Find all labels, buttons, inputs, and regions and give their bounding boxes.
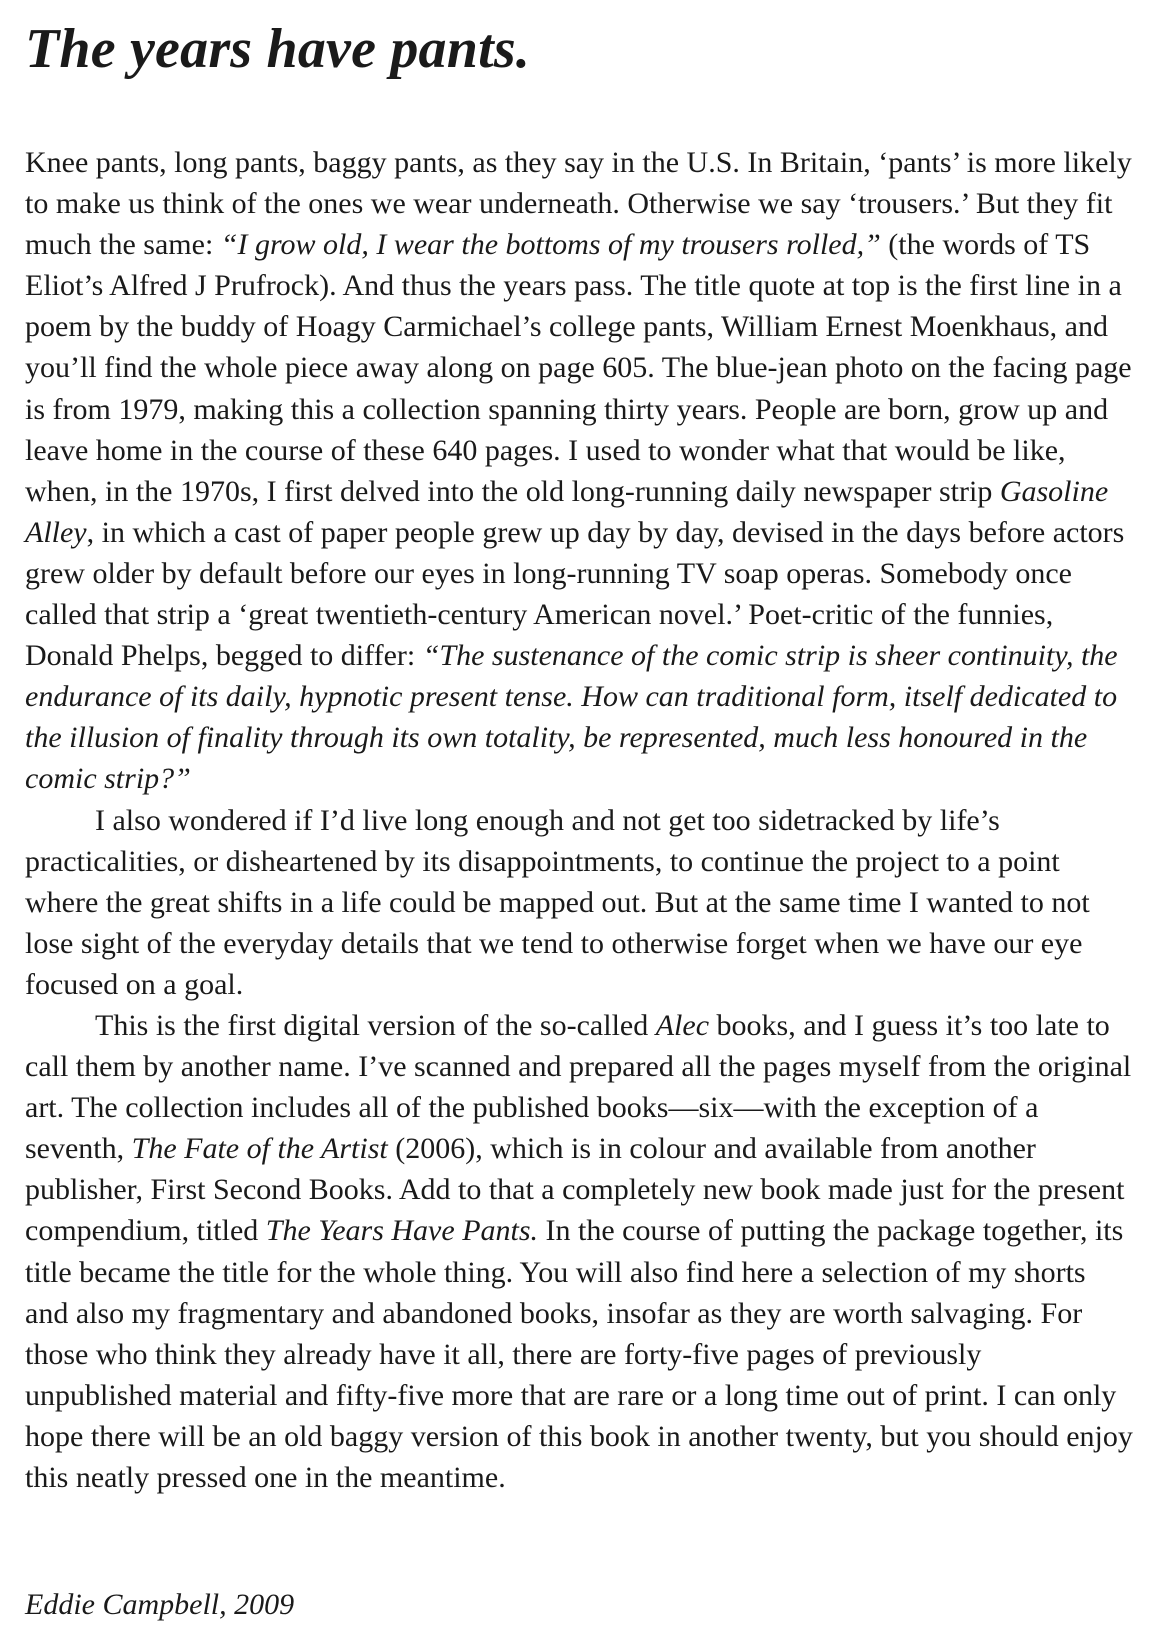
text-run: In the course of putting the package together, its title became the title for the whole thing. You will also find here a selection of my shorts and also my fragmentary and abandoned books, insofar as they are worth salvaging. For those who think they already have it all, there are forty-five pages of previously unpublished material and fifty-five more that are rare or a long time out of print. I can only hope there will be an old baggy version of this book in another twenty, but you should enjoy this neatly pressed one in the meantime. — [25, 1214, 1133, 1494]
paragraph-3 — [25, 1005, 1135, 1498]
text-run-italic: The Fate of the Artist — [131, 1132, 388, 1166]
text-run-italic: Gasoline Alley — [25, 474, 1109, 549]
paragraph-2 — [25, 800, 1135, 1005]
text-run: , in which a cast of paper people grew up day by day, devised in the days before actors grew older by default before our eyes in long-running TV soap operas. Somebody once called that strip a ‘great twentieth-century American novel.’ Poet-critic of the funnies, Donald Phelps, begged to differ: — [25, 515, 1125, 673]
article-body — [25, 142, 1135, 1498]
text-run: This is the first digital version of the so-called — [95, 1008, 656, 1042]
text-run-italic: The Years Have Pants. — [265, 1214, 539, 1248]
paragraph-1 — [25, 142, 1135, 800]
text-run-italic: “The sustenance of the comic strip is sheer continuity, the endurance of its daily, hypnotic present tense. How can traditional form, itself dedicated to the illusion of finality through its own totality, be represented, much less honoured in the comic strip?” — [25, 639, 1118, 796]
text-run-italic: “I grow old, I wear the bottoms of my trousers rolled,” — [220, 228, 881, 262]
author-signature: Eddie Campbell, 2009 — [25, 1588, 295, 1621]
text-run: books, and I guess it’s too late to call them by another name. I’ve scanned and prepared all the pages myself from the original art. The collection includes all of the published books—six—with the exception of a seventh, — [25, 1008, 1132, 1166]
text-run: I also wondered if I’d live long enough and not get too sidetracked by life’s practicalities, or disheartened by its disappointments, to continue the project to a point where the great shifts in a life could be mapped out. But at the same time I wanted to not lose sight of the everyday details that we tend to otherwise forget when we have our eye focused on a goal. — [25, 803, 1090, 1001]
text-run: (the words of TS Eliot’s Alfred J Prufrock). And thus the years pass. The title quote at top is the first line in a poem by the buddy of Hoagy Carmichael’s college pants, William Ernest Moenkhaus, and you’ll find the whole piece away along on page 605. The blue-jean photo on the facing page is from 1979, making this a collection spanning thirty years. People are born, grow up and leave home in the course of these 640 pages. I used to wonder what that would be like, when, in the 1970s, I first delved into the old long-running daily newspaper strip — [25, 228, 1132, 508]
text-run-italic: Alec — [655, 1008, 710, 1042]
page-title: The years have pants. — [25, 18, 531, 80]
text-run: Knee pants, long pants, baggy pants, as they say in the U.S. In Britain, ‘pants’ is more likely to make us think of the ones we wear underneath. Otherwise we say ‘trousers.’ But they fit much the same: — [25, 146, 1132, 262]
text-run: (2006), which is in colour and available from another publisher, First Second Books. Add to that a completely new book made just for the present compendium, titled — [25, 1132, 1125, 1248]
document-page — [25, 18, 1135, 1498]
